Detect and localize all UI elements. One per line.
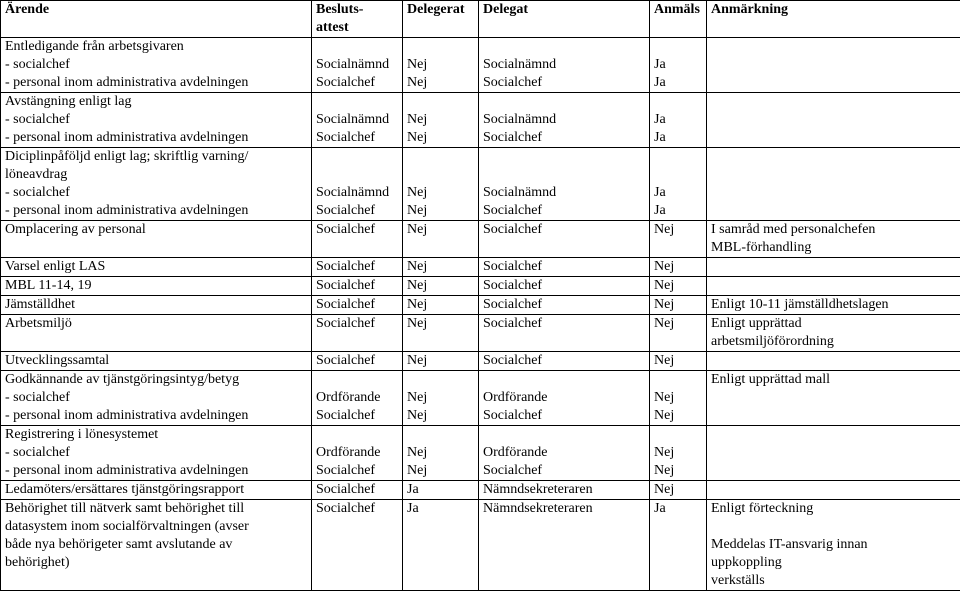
anmals-line: Nej [654,258,702,276]
cell-anmals [650,352,707,371]
cell-anmarkning [707,277,960,296]
cell-delegat [479,315,650,352]
header-anmals: Anmäls [650,1,707,38]
delegerat-line: Nej [407,462,474,480]
cell-beslut [312,277,403,296]
arende-line: Utvecklingssamtal [5,352,307,370]
cell-anmarkning [707,352,960,371]
beslut-line [316,148,398,166]
beslut-line: Socialchef [316,74,398,92]
beslut-line [316,426,398,444]
anmarkning-line [711,518,956,536]
delegat-line: Nämndsekreteraren [483,481,645,499]
arende-line: Godkännande av tjänstgöringsintyg/betyg [5,371,307,389]
beslut-line [316,93,398,111]
header-anmarkning: Anmärkning [707,1,960,38]
cell-delegat [479,426,650,481]
delegat-line: Socialchef [483,221,645,239]
anmals-line: Ja [654,74,702,92]
cell-beslut [312,371,403,426]
cell-anmals [650,315,707,352]
cell-delegerat [403,221,479,258]
cell-delegerat [403,371,479,426]
delegerat-line: Nej [407,389,474,407]
cell-delegat [479,277,650,296]
delegat-line: Socialchef [483,352,645,370]
delegat-line [483,148,645,166]
delegerat-line: Nej [407,407,474,425]
anmarkning-line: Enligt förteckning [711,500,956,518]
beslut-line [316,371,398,389]
beslut-line: Socialchef [316,407,398,425]
cell-beslut [312,315,403,352]
table-row [1,352,960,371]
cell-delegerat [403,426,479,481]
cell-delegat [479,221,650,258]
anmarkning-line [711,258,956,276]
beslut-line: Socialchef [316,202,398,220]
arende-line: både nya behörigeter samt avslutande av [5,536,307,554]
delegat-line [483,166,645,184]
anmals-line: Nej [654,481,702,499]
cell-delegerat [403,93,479,148]
delegerat-line: Nej [407,296,474,314]
beslut-line [316,38,398,56]
anmals-line: Ja [654,500,702,518]
delegat-line: Socialchef [483,407,645,425]
anmarkning-line: Enligt upprättad mall [711,371,956,389]
cell-anmals [650,296,707,315]
arende-line: MBL 11-14, 19 [5,277,307,295]
header-arende: Ärende [1,1,312,38]
delegat-line: Socialnämnd [483,111,645,129]
table-row [1,258,960,277]
cell-arende [1,258,312,277]
table-row [1,148,960,221]
beslut-line: Socialchef [316,481,398,499]
cell-beslut [312,500,403,591]
beslut-line: Socialnämnd [316,111,398,129]
delegerat-line [407,166,474,184]
beslut-line: Socialnämnd [316,184,398,202]
anmarkning-line [711,277,956,295]
arende-line: Omplacering av personal [5,221,307,239]
beslut-line [316,166,398,184]
anmarkning-line [711,481,956,499]
cell-anmarkning [707,500,960,591]
arende-line: Varsel enligt LAS [5,258,307,276]
beslut-line: Socialchef [316,221,398,239]
cell-delegat [479,38,650,93]
table-row [1,481,960,500]
delegat-line: Socialchef [483,462,645,480]
arende-line: - personal inom administrativa avdelningen [5,129,307,147]
cell-arende [1,93,312,148]
cell-delegat [479,500,650,591]
delegat-line: Socialnämnd [483,56,645,74]
header-delegat: Delegat [479,1,650,38]
cell-arende [1,277,312,296]
anmarkning-line: MBL-förhandling [711,239,956,257]
cell-anmarkning [707,258,960,277]
anmals-line: Ja [654,202,702,220]
table-row [1,277,960,296]
delegerat-line [407,38,474,56]
beslut-line: Ordförande [316,444,398,462]
arende-line: Ledamöters/ersättares tjänstgöringsrapport [5,481,307,499]
cell-delegerat [403,315,479,352]
cell-anmarkning [707,371,960,426]
cell-delegerat [403,352,479,371]
arende-line: behörighet) [5,554,307,572]
anmals-line: Nej [654,462,702,480]
delegat-line: Socialchef [483,202,645,220]
beslut-line: Socialchef [316,315,398,333]
cell-anmals [650,38,707,93]
anmals-line: Nej [654,277,702,295]
table-row [1,38,960,93]
delegerat-line: Nej [407,202,474,220]
delegat-line: Socialchef [483,296,645,314]
cell-arende [1,352,312,371]
cell-beslut [312,426,403,481]
arende-line: Jämställdhet [5,296,307,314]
cell-delegat [479,481,650,500]
cell-beslut [312,296,403,315]
cell-anmals [650,500,707,591]
delegat-line [483,93,645,111]
arende-line: löneavdrag [5,166,307,184]
anmarkning-line: Enligt 10-11 jämställdhetslagen [711,296,956,314]
delegerat-line [407,148,474,166]
anmarkning-line: verkställs [711,572,956,590]
arende-line: - socialchef [5,111,307,129]
beslut-line: Socialchef [316,258,398,276]
cell-anmals [650,258,707,277]
arende-line: Avstängning enligt lag [5,93,307,111]
cell-anmarkning [707,481,960,500]
cell-anmarkning [707,315,960,352]
delegerat-line: Nej [407,74,474,92]
cell-anmals [650,481,707,500]
cell-delegat [479,93,650,148]
anmals-line [654,426,702,444]
cell-delegerat [403,148,479,221]
cell-beslut [312,221,403,258]
beslut-line: Socialchef [316,296,398,314]
anmarkning-line [711,93,956,111]
cell-beslut [312,481,403,500]
delegat-line: Socialnämnd [483,184,645,202]
delegerat-line: Nej [407,129,474,147]
arende-line: - personal inom administrativa avdelningen [5,462,307,480]
beslut-line: Socialnämnd [316,56,398,74]
anmarkning-line: Enligt upprättad [711,315,956,333]
cell-anmals [650,93,707,148]
beslut-line: Socialchef [316,500,398,518]
header-besluts-attest: Besluts-attest [312,1,403,38]
anmals-line: Nej [654,352,702,370]
delegat-line: Socialchef [483,129,645,147]
cell-beslut [312,148,403,221]
cell-arende [1,38,312,93]
cell-arende [1,371,312,426]
anmarkning-line [711,148,956,166]
cell-anmarkning [707,296,960,315]
delegerat-line: Nej [407,277,474,295]
anmals-line: Nej [654,296,702,314]
cell-delegerat [403,481,479,500]
delegerat-line: Nej [407,444,474,462]
cell-arende [1,296,312,315]
cell-beslut [312,38,403,93]
cell-arende [1,148,312,221]
table-body [1,38,960,591]
cell-beslut [312,93,403,148]
cell-anmals [650,371,707,426]
cell-delegerat [403,38,479,93]
anmals-line: Ja [654,111,702,129]
table-row [1,371,960,426]
table-row [1,315,960,352]
delegerat-line: Nej [407,315,474,333]
beslut-line: Socialchef [316,277,398,295]
cell-delegerat [403,296,479,315]
arende-line: - socialchef [5,444,307,462]
delegerat-line: Nej [407,258,474,276]
anmarkning-line: I samråd med personalchefen [711,221,956,239]
arende-line: - personal inom administrativa avdelningen [5,407,307,425]
anmarkning-line [711,426,956,444]
anmals-line [654,371,702,389]
arende-line: - socialchef [5,184,307,202]
anmarkning-line: arbetsmiljöförordning [711,333,956,351]
header-delegerat: Delegerat [403,1,479,38]
delegat-line: Ordförande [483,389,645,407]
cell-delegat [479,296,650,315]
cell-arende [1,426,312,481]
delegerat-line [407,426,474,444]
anmals-line: Nej [654,407,702,425]
anmarkning-line [711,38,956,56]
delegerat-line: Nej [407,221,474,239]
cell-beslut [312,352,403,371]
delegat-line [483,371,645,389]
arende-line: Entledigande från arbetsgivaren [5,38,307,56]
arende-line: datasystem inom socialförvaltningen (avser [5,518,307,536]
delegat-line [483,38,645,56]
cell-arende [1,500,312,591]
delegerat-line: Ja [407,500,474,518]
delegat-line: Nämndsekreteraren [483,500,645,518]
delegat-line: Ordförande [483,444,645,462]
cell-arende [1,481,312,500]
arende-line: - personal inom administrativa avdelningen [5,74,307,92]
beslut-line: Socialchef [316,462,398,480]
arende-line: - socialchef [5,56,307,74]
cell-anmarkning [707,148,960,221]
cell-anmals [650,277,707,296]
cell-beslut [312,258,403,277]
beslut-line: Socialchef [316,129,398,147]
anmals-line: Nej [654,444,702,462]
delegat-line: Socialchef [483,258,645,276]
anmals-line: Ja [654,129,702,147]
cell-arende [1,221,312,258]
delegerat-line: Nej [407,184,474,202]
delegat-line [483,426,645,444]
arende-line: Arbetsmiljö [5,315,307,333]
delegerat-line [407,371,474,389]
cell-anmals [650,426,707,481]
arende-line: Diciplinpåföljd enligt lag; skriftlig varning/ [5,148,307,166]
cell-delegerat [403,258,479,277]
header-row [1,1,960,38]
delegerat-line: Ja [407,481,474,499]
cell-anmarkning [707,221,960,258]
anmals-line: Ja [654,56,702,74]
arende-line: - personal inom administrativa avdelningen [5,202,307,220]
delegerat-line: Nej [407,111,474,129]
cell-delegat [479,258,650,277]
anmals-line: Nej [654,315,702,333]
cell-anmals [650,148,707,221]
cell-anmarkning [707,426,960,481]
anmals-line: Nej [654,221,702,239]
delegat-line: Socialchef [483,315,645,333]
delegat-line: Socialchef [483,74,645,92]
cell-delegat [479,352,650,371]
table-row [1,426,960,481]
anmarkning-line: uppkoppling [711,554,956,572]
table-row [1,500,960,591]
anmarkning-line: Meddelas IT-ansvarig innan [711,536,956,554]
cell-delegerat [403,500,479,591]
arende-line: - socialchef [5,389,307,407]
anmals-line [654,93,702,111]
arende-line: Behörighet till nätverk samt behörighet till [5,500,307,518]
delegerat-line: Nej [407,352,474,370]
delegerat-line [407,93,474,111]
table-row [1,93,960,148]
anmarkning-line [711,352,956,370]
cell-anmarkning [707,93,960,148]
table-row [1,221,960,258]
delegerat-line: Nej [407,56,474,74]
anmals-line [654,148,702,166]
delegat-line: Socialchef [483,277,645,295]
arende-line: Registrering i lönesystemet [5,426,307,444]
cell-arende [1,315,312,352]
table-row [1,296,960,315]
beslut-line: Ordförande [316,389,398,407]
anmals-line: Ja [654,184,702,202]
cell-delegat [479,371,650,426]
anmals-line [654,38,702,56]
cell-anmals [650,221,707,258]
cell-anmarkning [707,38,960,93]
anmals-line: Nej [654,389,702,407]
cell-delegerat [403,277,479,296]
beslut-line: Socialchef [316,352,398,370]
anmals-line [654,166,702,184]
cell-delegat [479,148,650,221]
